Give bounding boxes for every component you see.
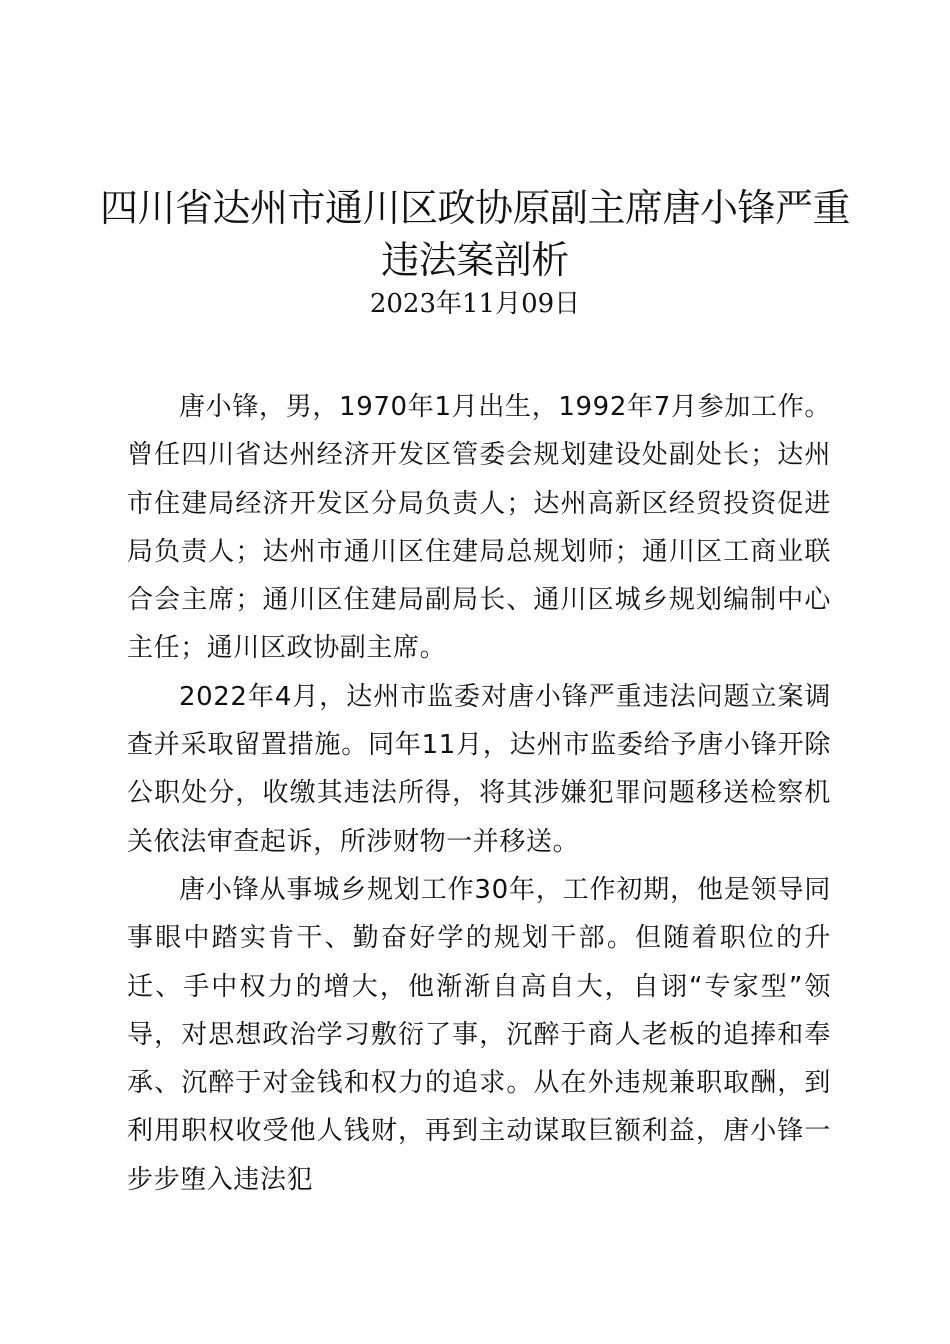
paragraph-3: 唐小锋从事城乡规划工作30年，工作初期，他是领导同事眼中踏实肯干、勤奋好学的规划干部。但随着职位的升迁、手中权力的增大，他渐渐自高自大，自诩“专家型”领导，对思想政治学习敷衍了事，沉醉于商人老板的追捧和奉承、沉醉于对金钱和权力的追求。从在外违规兼职取酬，到利用职权收受他人钱财，再到主动谋取巨额利益，唐小锋一步步堕入违法犯 (127, 874, 831, 1195)
paragraph-2: 2022年4月，达州市监委对唐小锋严重违法问题立案调查并采取留置措施。同年11月，达州市监委给予唐小锋开除公职处分，收缴其违法所得，将其涉嫌犯罪问题移送检察机关依法审查起诉，所涉财物一并移送。 (127, 681, 831, 857)
title-line-1: 四川省达州市通川区政协原副主席唐小锋严重 (99, 186, 850, 230)
publish-date: 2023年11月09日 (369, 289, 581, 319)
document-body (127, 383, 831, 1204)
title-line-2: 违法案剖析 (381, 238, 569, 282)
paragraph-1: 唐小锋，男，1970年1月出生，1992年7月参加工作。曾任四川省达州经济开发区管委会规划建设处副处长；达州市住建局经济开发区分局负责人；达州高新区经贸投资促进局负责人；达州市通川区住建局总规划师；通川区工商业联合会主席；通川区住建局副局长、通川区城乡规划编制中心主任；通川区政协副主席。 (127, 392, 831, 664)
document-title (0, 182, 950, 286)
